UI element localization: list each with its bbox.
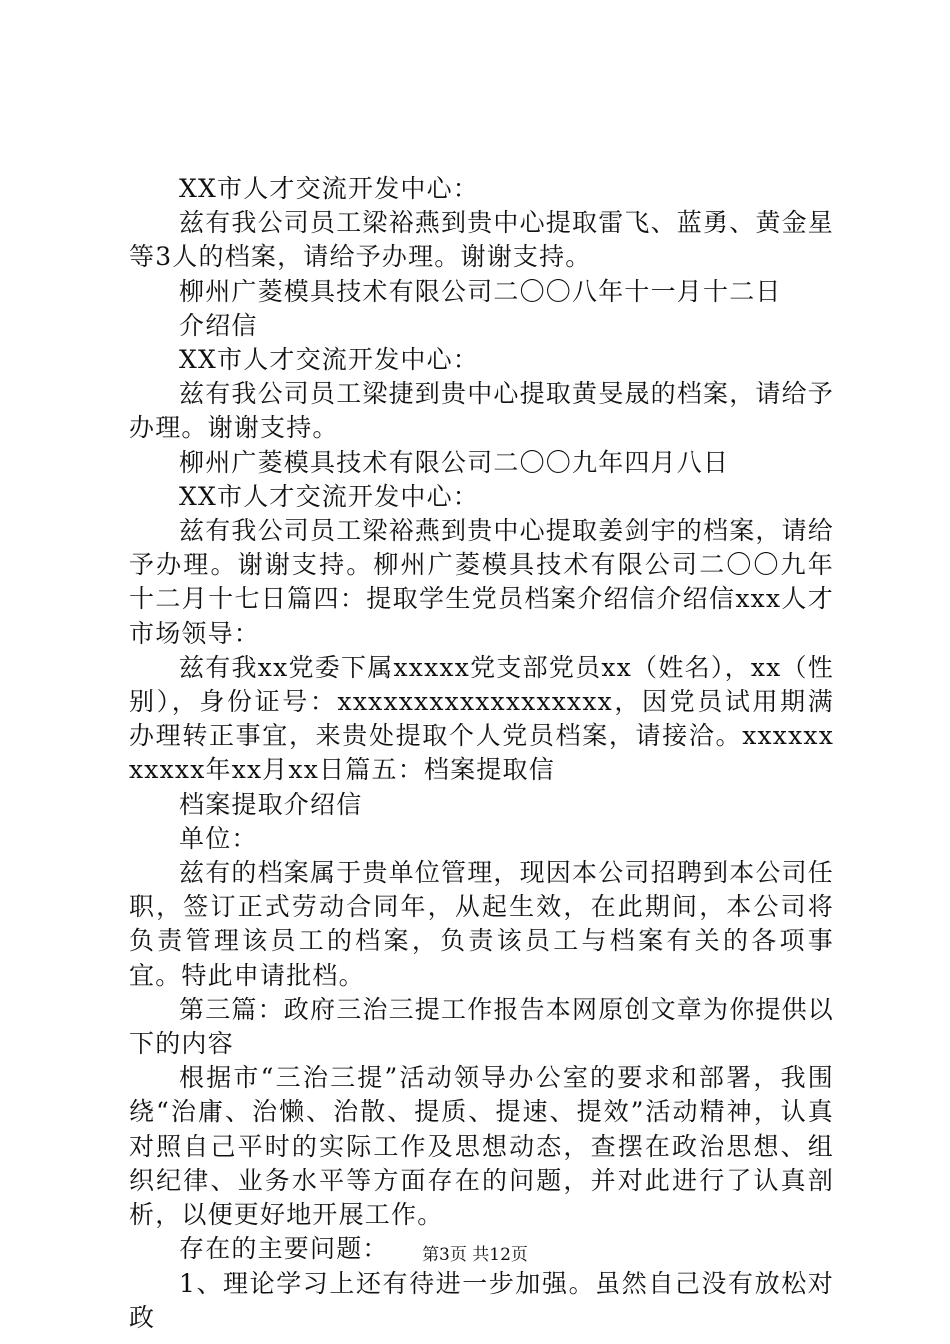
paragraph-chapter-three-heading: 第三篇：政府三治三提工作报告本网原创文章为你提供以下的内容 [129,994,835,1059]
paragraph-report-intro: 根据市“三治三提”活动领导办公室的要求和部署，我围绕“治庸、治懒、治散、提质、提速、提效”活动精神，认真对照自己平时的实际工作及思想动态，查摆在政治思想、组织纪律、业务水平等方面存在的问题，并对此进行了认真剖析，以便更好地开展工作。 [129,1063,834,1230]
paragraph-recipient-3: XX市人才交流开发中心： [179,481,479,511]
paragraph-unit-label: 单位： [179,823,258,853]
paragraph-letter-3-body: 兹有我公司员工梁裕燕到贵中心提取姜剑宇的档案，请给予办理。谢谢支持。柳州广菱模具技术有限公司二〇〇九年十二月十七日篇四：提取学生党员档案介绍信介绍信xxx人才市场领导： [129,516,835,648]
paragraph-letter-1-body: 兹有我公司员工梁裕燕到贵中心提取雷飞、蓝勇、黄金星等3人的档案，请给予办理。谢谢支持。 [129,208,835,272]
paragraph-letter-2-body: 兹有我公司员工梁捷到贵中心提取黄旻晟的档案，请给予办理。谢谢支持。 [129,379,835,443]
paragraph-heading-archive-letter: 档案提取介绍信 [179,789,363,819]
paragraph-archive-letter-body: 兹有的档案属于贵单位管理，现因本公司招聘到本公司任职，签订正式劳动合同年，从起生效，在此期间，本公司将负责管理该员工的档案，负责该员工与档案有关的各项事宜。特此申请批档。 [129,858,835,990]
page-number-footer: 第3页 共12页 [422,1245,528,1265]
paragraph-problem-1: 1、理论学习上还有待进一步加强。虽然自己没有放松对政 [129,1268,834,1332]
paragraph-heading-intro-letter: 介绍信 [179,310,258,340]
paragraph-letter-1-signature: 柳州广菱模具技术有限公司二〇〇八年十一月十二日 [179,276,782,306]
paragraph-recipient-2: XX市人才交流开发中心： [179,345,479,375]
paragraph-letter-2-signature: 柳州广菱模具技术有限公司二〇〇九年四月八日 [179,447,730,477]
paragraph-main-problems-heading: 存在的主要问题： [179,1234,389,1264]
paragraph-party-member-letter: 兹有我xx党委下属xxxxx党支部党员xx（姓名），xx（性别），身份证号：xxxxxxxxxxxxxxxxxx，因党员试用期满办理转正事宜，来贵处提取个人党员档案，请接洽。xxxxxxxxxxx年xx月xx日篇五：档案提取信 [129,652,834,785]
paragraph-recipient-1: XX市人才交流开发中心： [179,174,479,203]
document-body [129,172,834,1335]
